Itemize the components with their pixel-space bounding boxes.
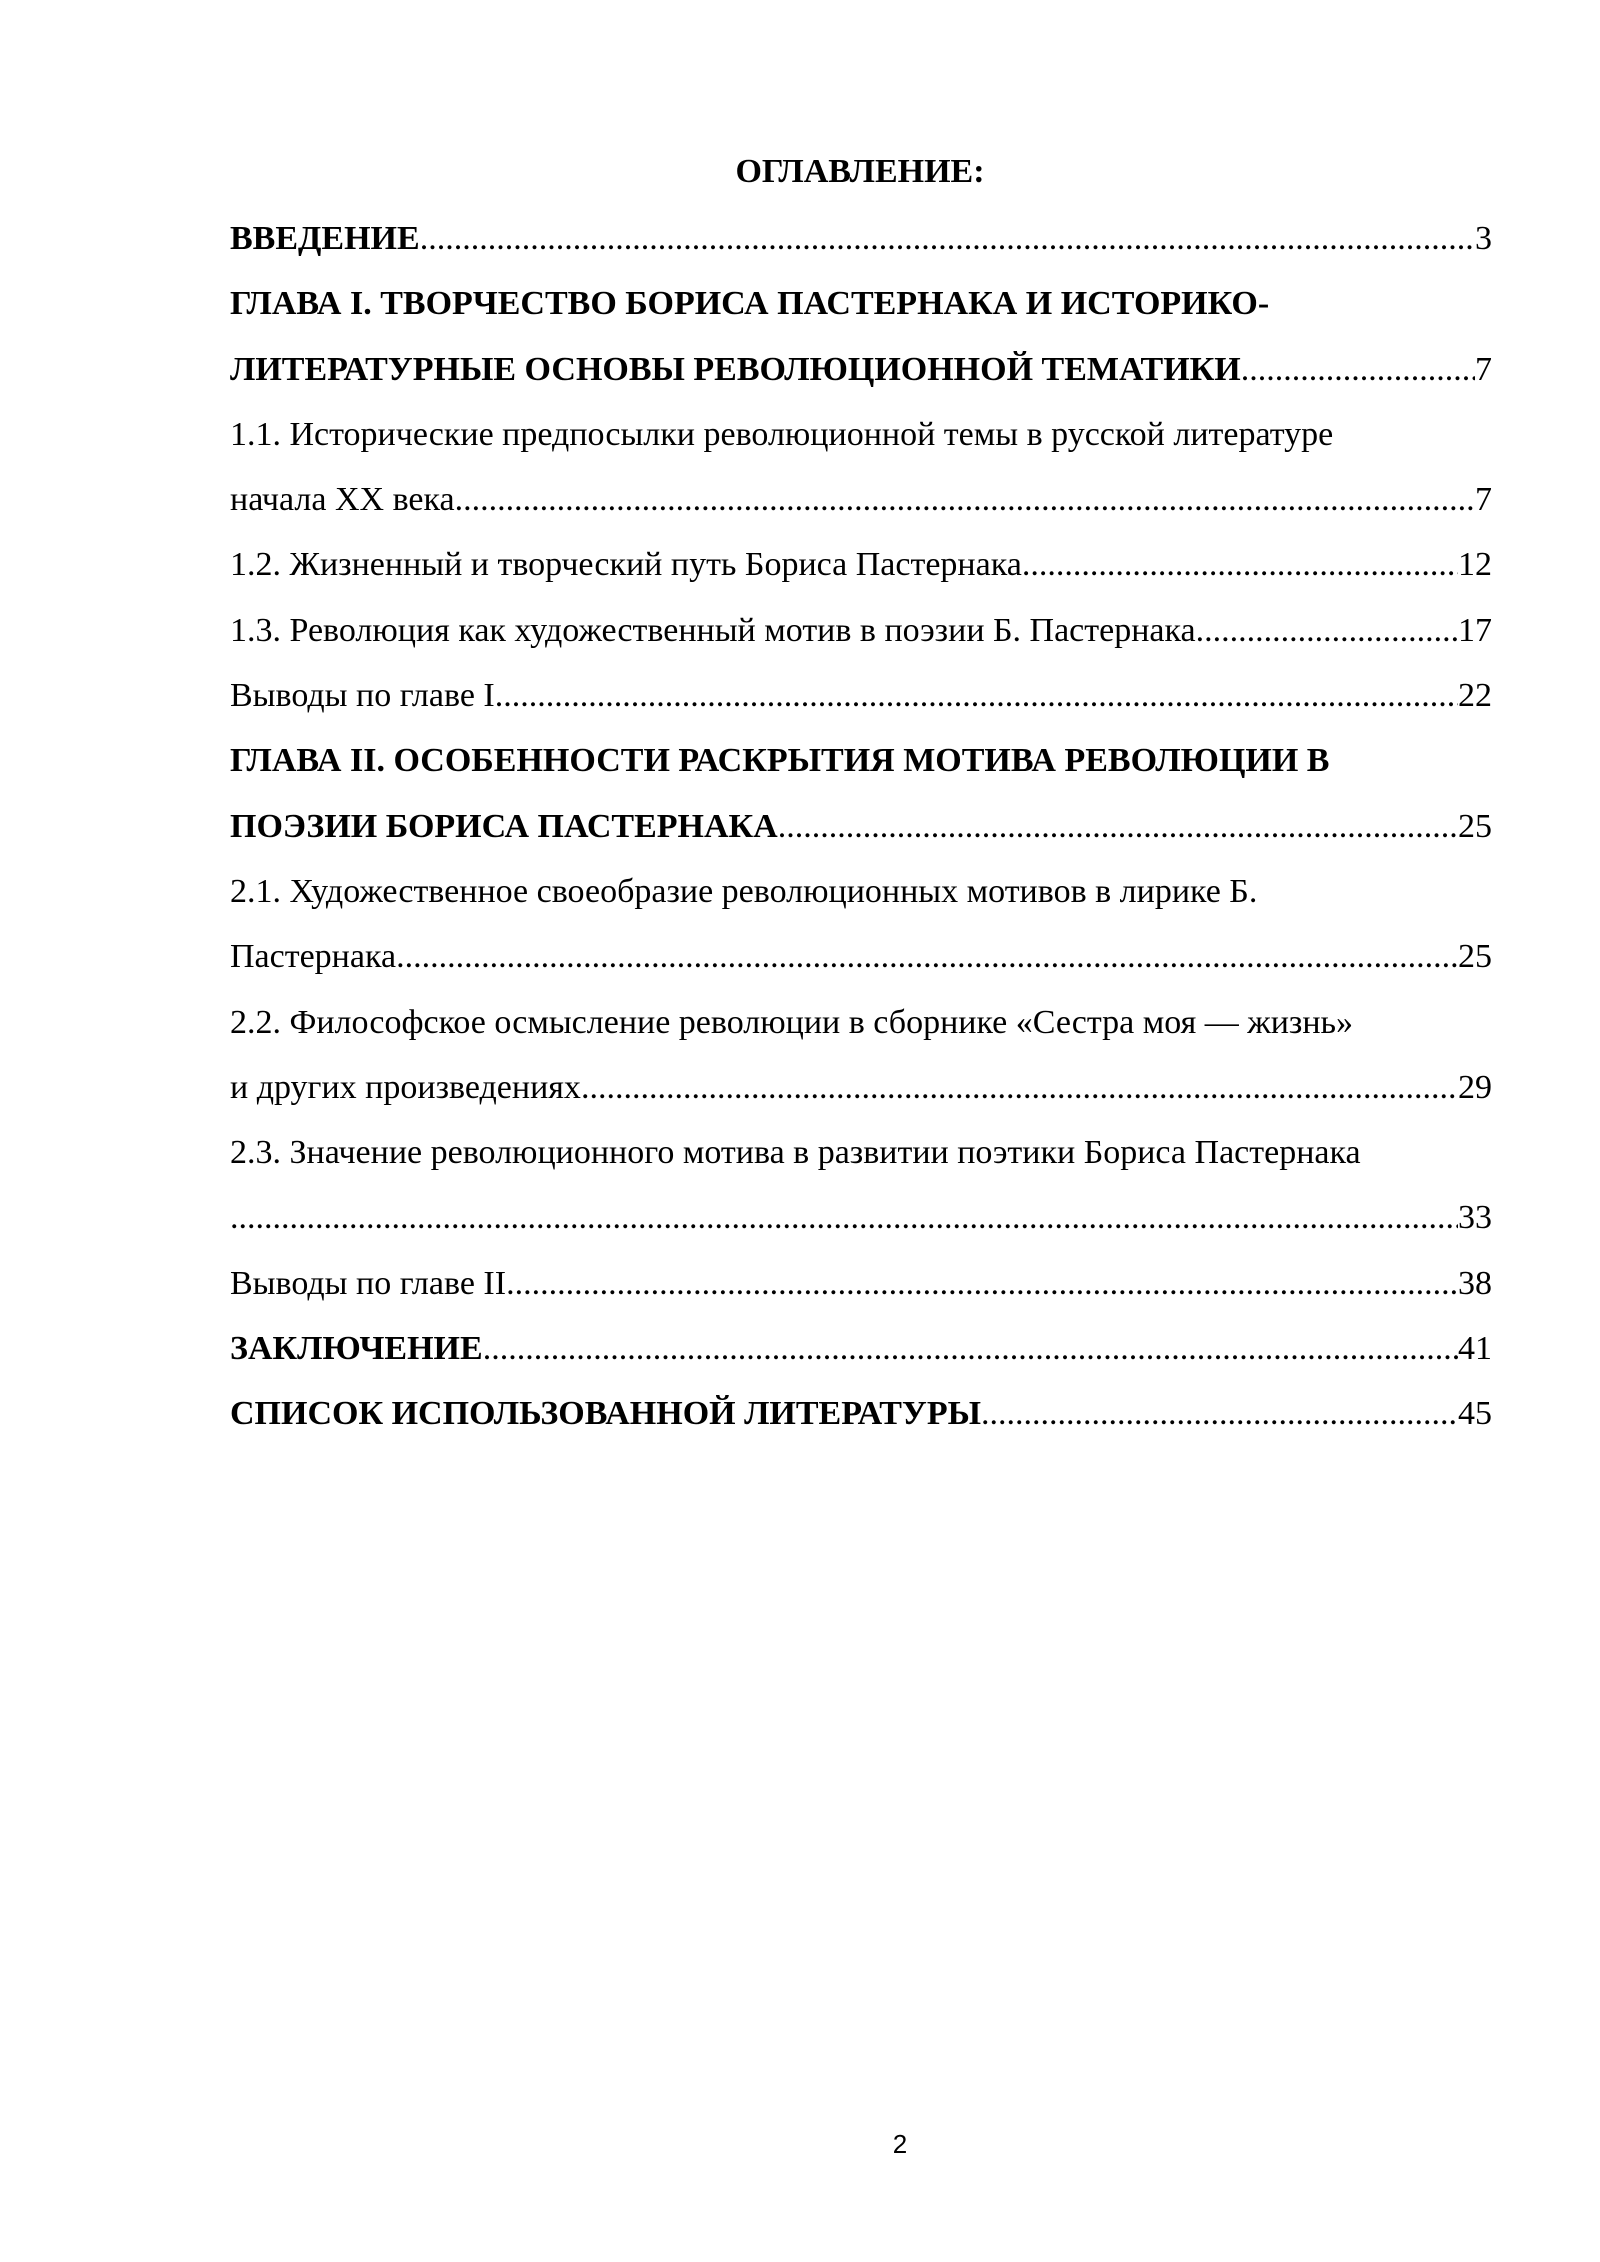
toc-entry [230, 794, 1492, 859]
toc-entry-page: 25 [1458, 807, 1492, 845]
toc-entry-text: ГЛАВА II. ОСОБЕННОСТИ РАСКРЫТИЯ МОТИВА РЕВОЛЮЦИИ В [230, 742, 1330, 780]
toc-entry [230, 859, 1492, 924]
toc-entry [230, 924, 1492, 989]
toc-entry-page: 17 [1458, 611, 1492, 649]
toc-leader-dots [396, 924, 1458, 989]
toc-leader-dots [581, 1055, 1458, 1120]
toc-entry [230, 337, 1492, 402]
toc-entry-text: 2.1. Художественное своеобразие революционных мотивов в лирике Б. [230, 872, 1258, 910]
toc-entry-page: 33 [1458, 1199, 1492, 1237]
toc-entry-text: 2.3. Значение революционного мотива в развитии поэтики Бориса Пастернака [230, 1134, 1361, 1172]
page-number: 2 [892, 2129, 908, 2159]
toc-entry [230, 1185, 1492, 1250]
table-of-contents [230, 206, 1492, 1447]
toc-entry-text: 1.3. Революция как художественный мотив в поэзии Б. Пастернака [230, 611, 1196, 649]
toc-entry [230, 1381, 1492, 1446]
toc-leader-dots [778, 794, 1458, 859]
toc-leader-dots [1241, 337, 1475, 402]
toc-entry-text: 1.2. Жизненный и творческий путь Бориса Пастернака [230, 546, 1022, 584]
toc-entry [230, 1120, 1492, 1185]
toc-entry-page: 25 [1458, 938, 1492, 976]
toc-entry [230, 1316, 1492, 1381]
toc-entry [230, 1251, 1492, 1316]
toc-leader-dots [230, 1185, 1458, 1250]
toc-entry-page: 7 [1475, 481, 1492, 519]
toc-entry [230, 532, 1492, 597]
toc-leader-dots [981, 1381, 1458, 1446]
toc-entry [230, 206, 1492, 271]
toc-leader-dots [483, 1316, 1458, 1381]
toc-entry [230, 1055, 1492, 1120]
toc-entry-page: 22 [1458, 677, 1492, 715]
toc-entry-text: ЛИТЕРАТУРНЫЕ ОСНОВЫ РЕВОЛЮЦИОННОЙ ТЕМАТИКИ [230, 350, 1241, 388]
toc-entry-text: Выводы по главе II [230, 1264, 507, 1302]
toc-entry-text: ГЛАВА I. ТВОРЧЕСТВО БОРИСА ПАСТЕРНАКА И ИСТОРИКО- [230, 285, 1270, 323]
toc-entry-page: 7 [1475, 350, 1492, 388]
toc-entry-text: 2.2. Философское осмысление революции в сборнике «Сестра моя — жизнь» [230, 1003, 1354, 1041]
toc-entry-text: начала XX века [230, 481, 455, 519]
toc-entry-text: ПОЭЗИИ БОРИСА ПАСТЕРНАКА [230, 807, 778, 845]
toc-entry [230, 990, 1492, 1055]
toc-entry-text: и других произведениях [230, 1068, 581, 1106]
toc-entry-text: ЗАКЛЮЧЕНИЕ [230, 1330, 483, 1368]
toc-title: ОГЛАВЛЕНИЕ: [735, 153, 985, 190]
toc-entry [230, 467, 1492, 532]
toc-entry-page: 45 [1458, 1395, 1492, 1433]
toc-entry [230, 728, 1492, 793]
toc-leader-dots [1022, 532, 1458, 597]
toc-leader-dots [506, 1251, 1458, 1316]
toc-leader-dots [455, 467, 1475, 532]
toc-entry [230, 598, 1492, 663]
toc-entry-text: Пастернака [230, 938, 397, 976]
toc-entry-page: 12 [1458, 546, 1492, 584]
toc-entry [230, 663, 1492, 728]
toc-leader-dots [1196, 598, 1458, 663]
toc-leader-dots [420, 206, 1475, 271]
toc-entry-page: 29 [1458, 1068, 1492, 1106]
toc-entry-text: ВВЕДЕНИЕ [230, 220, 420, 257]
toc-entry [230, 271, 1492, 336]
toc-entry-text: Выводы по главе I [230, 677, 495, 715]
toc-entry-page: 41 [1458, 1330, 1492, 1368]
toc-entry-text: СПИСОК ИСПОЛЬЗОВАННОЙ ЛИТЕРАТУРЫ [230, 1395, 981, 1433]
toc-entry [230, 402, 1492, 467]
toc-entry-page: 3 [1475, 220, 1492, 257]
toc-leader-dots [495, 663, 1458, 728]
toc-entry-page: 38 [1458, 1264, 1492, 1302]
toc-entry-text: 1.1. Исторические предпосылки революционной темы в русской литературе [230, 415, 1334, 453]
